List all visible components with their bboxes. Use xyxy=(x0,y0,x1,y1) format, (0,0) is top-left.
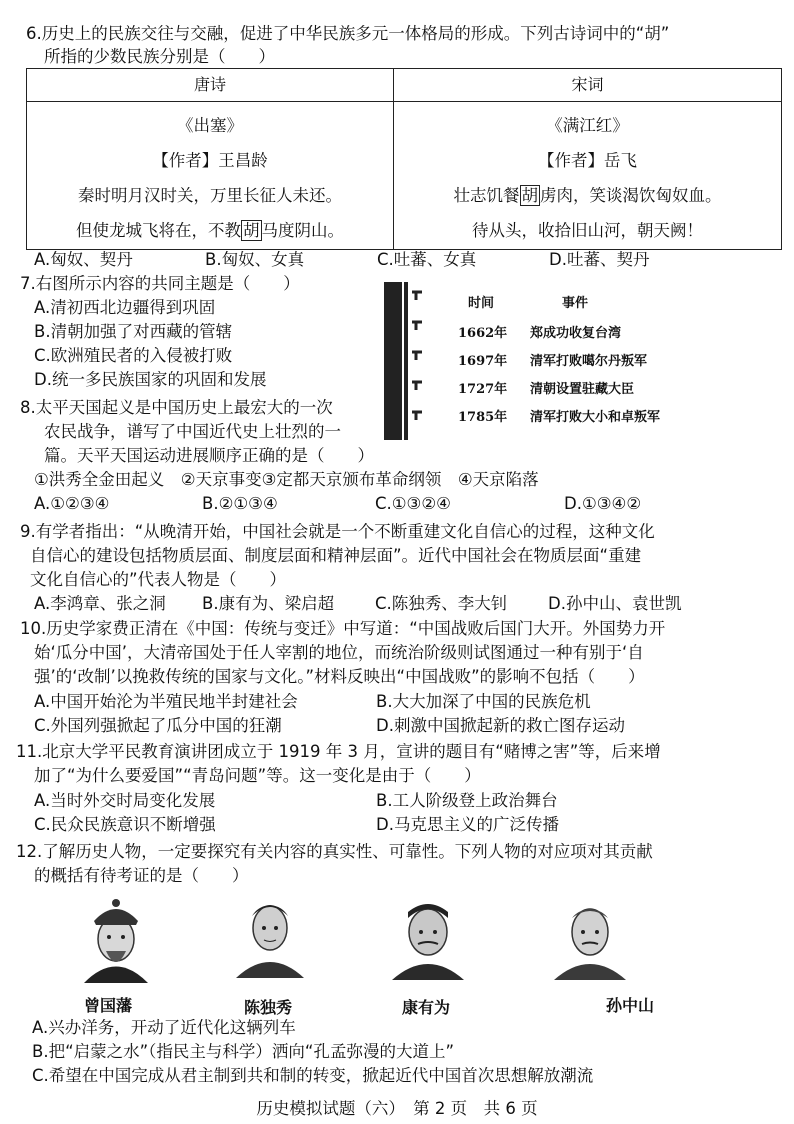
q9-option-c[interactable]: C.陈独秀、李大钊 xyxy=(375,594,508,613)
portrait-name-3: 康有为 xyxy=(402,998,451,1017)
page-footer: 历史模拟试题（六） 第 2 页 共 6 页 xyxy=(256,1099,538,1118)
q9-stem-line1: 9.有学者指出：“从晚清开始，中国社会就是一个不断重建文化自信心的过程，这种文化 xyxy=(20,522,655,541)
q12-stem-line2: 的概括有待考证的是（ ） xyxy=(34,866,249,885)
song-line1-post: 虏肉，笑谈渴饮匈奴血。 xyxy=(540,186,722,205)
tang-poem-author: 【作者】王昌龄 xyxy=(152,151,268,170)
q10-option-a[interactable]: A.中国开始沦为半殖民地半封建社会 xyxy=(34,692,298,711)
q8-option-c[interactable]: C.①③②④ xyxy=(375,494,451,513)
q8-stem-line1: 8.太平天国起义是中国历史上最宏大的一次 xyxy=(20,398,333,417)
q12-option-b[interactable]: B.把“启蒙之水”（指民主与科学）洒向“孔孟弥漫的大道上” xyxy=(32,1042,455,1061)
tang-boxed-hu: 胡 xyxy=(243,221,260,240)
q11-option-d[interactable]: D.马克思主义的广泛传播 xyxy=(376,815,559,834)
q10-option-c[interactable]: C.外国列强掀起了瓜分中国的狂潮 xyxy=(34,716,282,735)
tang-poem-title: 《出塞》 xyxy=(177,116,243,135)
q12-option-a[interactable]: A.兴办洋务，开动了近代化这辆列车 xyxy=(32,1018,296,1037)
poem-table xyxy=(26,68,782,250)
q7-stem: 7.右图所示内容的共同主题是（ ） xyxy=(20,274,300,293)
q10-stem-line2: 始‘瓜分中国’，大清帝国处于任人宰割的地位，而统治阶级则试图通过一种有别于‘自 xyxy=(34,643,644,662)
tang-line2-pre: 但使龙城飞将在，不教 xyxy=(76,221,241,240)
q8-option-d[interactable]: D.①③④② xyxy=(564,494,642,513)
q11-option-b[interactable]: B.工人阶级登上政治舞台 xyxy=(376,791,558,810)
q11-stem-line2: 加了“为什么要爱国”“青岛问题”等。这一变化是由于（ ） xyxy=(34,766,481,785)
q9-option-d[interactable]: D.孙中山、袁世凯 xyxy=(548,594,682,613)
timeline-year-2: 1697年 xyxy=(458,354,508,369)
q10-option-d[interactable]: D.刺激中国掀起新的救亡图存运动 xyxy=(376,716,625,735)
tang-line2-post: 马度阴山。 xyxy=(261,221,344,240)
portrait-name-1: 曾国藩 xyxy=(84,996,133,1015)
song-line1-pre: 壮志饥餐 xyxy=(453,186,520,205)
q11-stem-line1: 11.北京大学平民教育演讲团成立于 1919 年 3 月，宣讲的题目有“赌博之害”等，后来增 xyxy=(16,742,661,761)
q11-option-a[interactable]: A.当时外交时局变化发展 xyxy=(34,791,216,810)
timeline-year-1: 1662年 xyxy=(458,326,508,341)
q8-items: ①洪秀全金田起义 ②天京事变③定都天京颁布革命纲领 ④天京陷落 xyxy=(34,470,539,489)
portrait-name-2: 陈独秀 xyxy=(244,998,293,1017)
q7-option-a[interactable]: A.清初西北边疆得到巩固 xyxy=(34,298,216,317)
q9-option-b[interactable]: B.康有为、梁启超 xyxy=(202,594,335,613)
song-poem-author: 【作者】岳飞 xyxy=(538,151,637,170)
song-poem-title: 《满江红》 xyxy=(546,116,629,135)
timeline-scroll-graphic xyxy=(384,282,432,440)
song-poem-cell xyxy=(394,102,782,250)
tang-poem-line2 xyxy=(28,213,392,248)
q10-stem-line3: 强’的‘改制’以挽救传统的国家与文化。”材料反映出“中国战败”的影响不包括（ ） xyxy=(34,667,645,686)
tang-poem-line1: 秦时明月汉时关，万里长征人未还。 xyxy=(78,186,342,205)
q9-option-a[interactable]: A.李鸿章、张之洞 xyxy=(34,594,166,613)
portrait-kang-youwei xyxy=(386,892,470,982)
q8-option-a[interactable]: A.①②③④ xyxy=(34,494,110,513)
q8-stem-line2: 农民战争，谱写了中国近代史上壮烈的一 xyxy=(44,422,341,441)
q8-option-b[interactable]: B.②①③④ xyxy=(202,494,278,513)
timeline-event-1: 郑成功收复台湾 xyxy=(530,326,622,341)
q6-stem-line1: 6.历史上的民族交往与交融，促进了中华民族多元一体格局的形成。下列古诗词中的“胡” xyxy=(26,24,670,43)
timeline-event-3: 清朝设置驻藏大臣 xyxy=(530,382,635,397)
q11-option-c[interactable]: C.民众民族意识不断增强 xyxy=(34,815,216,834)
portrait-sun-yatsen xyxy=(550,890,630,982)
song-poem-line2: 待从头，收拾旧山河，朝天阙！ xyxy=(472,221,703,240)
poem-table-header-song: 宋词 xyxy=(394,69,782,102)
q10-option-b[interactable]: B.大大加深了中国的民族危机 xyxy=(376,692,591,711)
q10-stem-line1: 10.历史学家费正清在《中国：传统与变迁》中写道：“中国战败后国门大开。外国势力开 xyxy=(20,619,666,638)
q6-option-d[interactable]: D.吐蕃、契丹 xyxy=(549,250,650,269)
q6-stem-line2: 所指的少数民族分别是（ ） xyxy=(44,47,275,66)
q9-stem-line2: 自信心的建设包括物质层面、制度层面和精神层面”。近代中国社会在物质层面“重建 xyxy=(30,546,642,565)
q6-option-a[interactable]: A.匈奴、契丹 xyxy=(34,250,133,269)
timeline-header-event: 事件 xyxy=(562,296,589,311)
portrait-zeng-guofan xyxy=(76,895,156,985)
q7-option-d[interactable]: D.统一多民族国家的巩固和发展 xyxy=(34,370,267,389)
timeline-event-4: 清军打败大小和卓叛军 xyxy=(530,410,661,425)
q9-stem-line3: 文化自信心的”代表人物是（ ） xyxy=(30,570,287,589)
q12-option-c[interactable]: C.希望在中国完成从君主制到共和制的转变，掀起近代中国首次思想解放潮流 xyxy=(32,1066,594,1085)
tang-poem-cell xyxy=(27,102,394,250)
poem-table-header-tang: 唐诗 xyxy=(27,69,394,102)
song-poem-line1 xyxy=(395,178,780,213)
q12-stem-line1: 12.了解历史人物，一定要探究有关内容的真实性、可靠性。下列人物的对应项对其贡献 xyxy=(16,842,653,861)
portrait-name-4: 孙中山 xyxy=(606,996,655,1015)
song-boxed-hu: 胡 xyxy=(521,186,538,205)
timeline-year-4: 1785年 xyxy=(458,410,508,425)
timeline-header-time: 时间 xyxy=(468,296,495,311)
q6-option-c[interactable]: C.吐蕃、女真 xyxy=(377,250,477,269)
q6-option-b[interactable]: B.匈奴、女真 xyxy=(205,250,305,269)
q8-stem-line3: 篇。天平天国运动进展顺序正确的是（ ） xyxy=(44,446,374,465)
portrait-chen-duxiu xyxy=(230,888,310,980)
q7-option-b[interactable]: B.清朝加强了对西藏的管辖 xyxy=(34,322,233,341)
timeline-year-3: 1727年 xyxy=(458,382,508,397)
q7-option-c[interactable]: C.欧洲殖民者的入侵被打败 xyxy=(34,346,233,365)
timeline-event-2: 清军打败噶尔丹叛军 xyxy=(530,354,648,369)
